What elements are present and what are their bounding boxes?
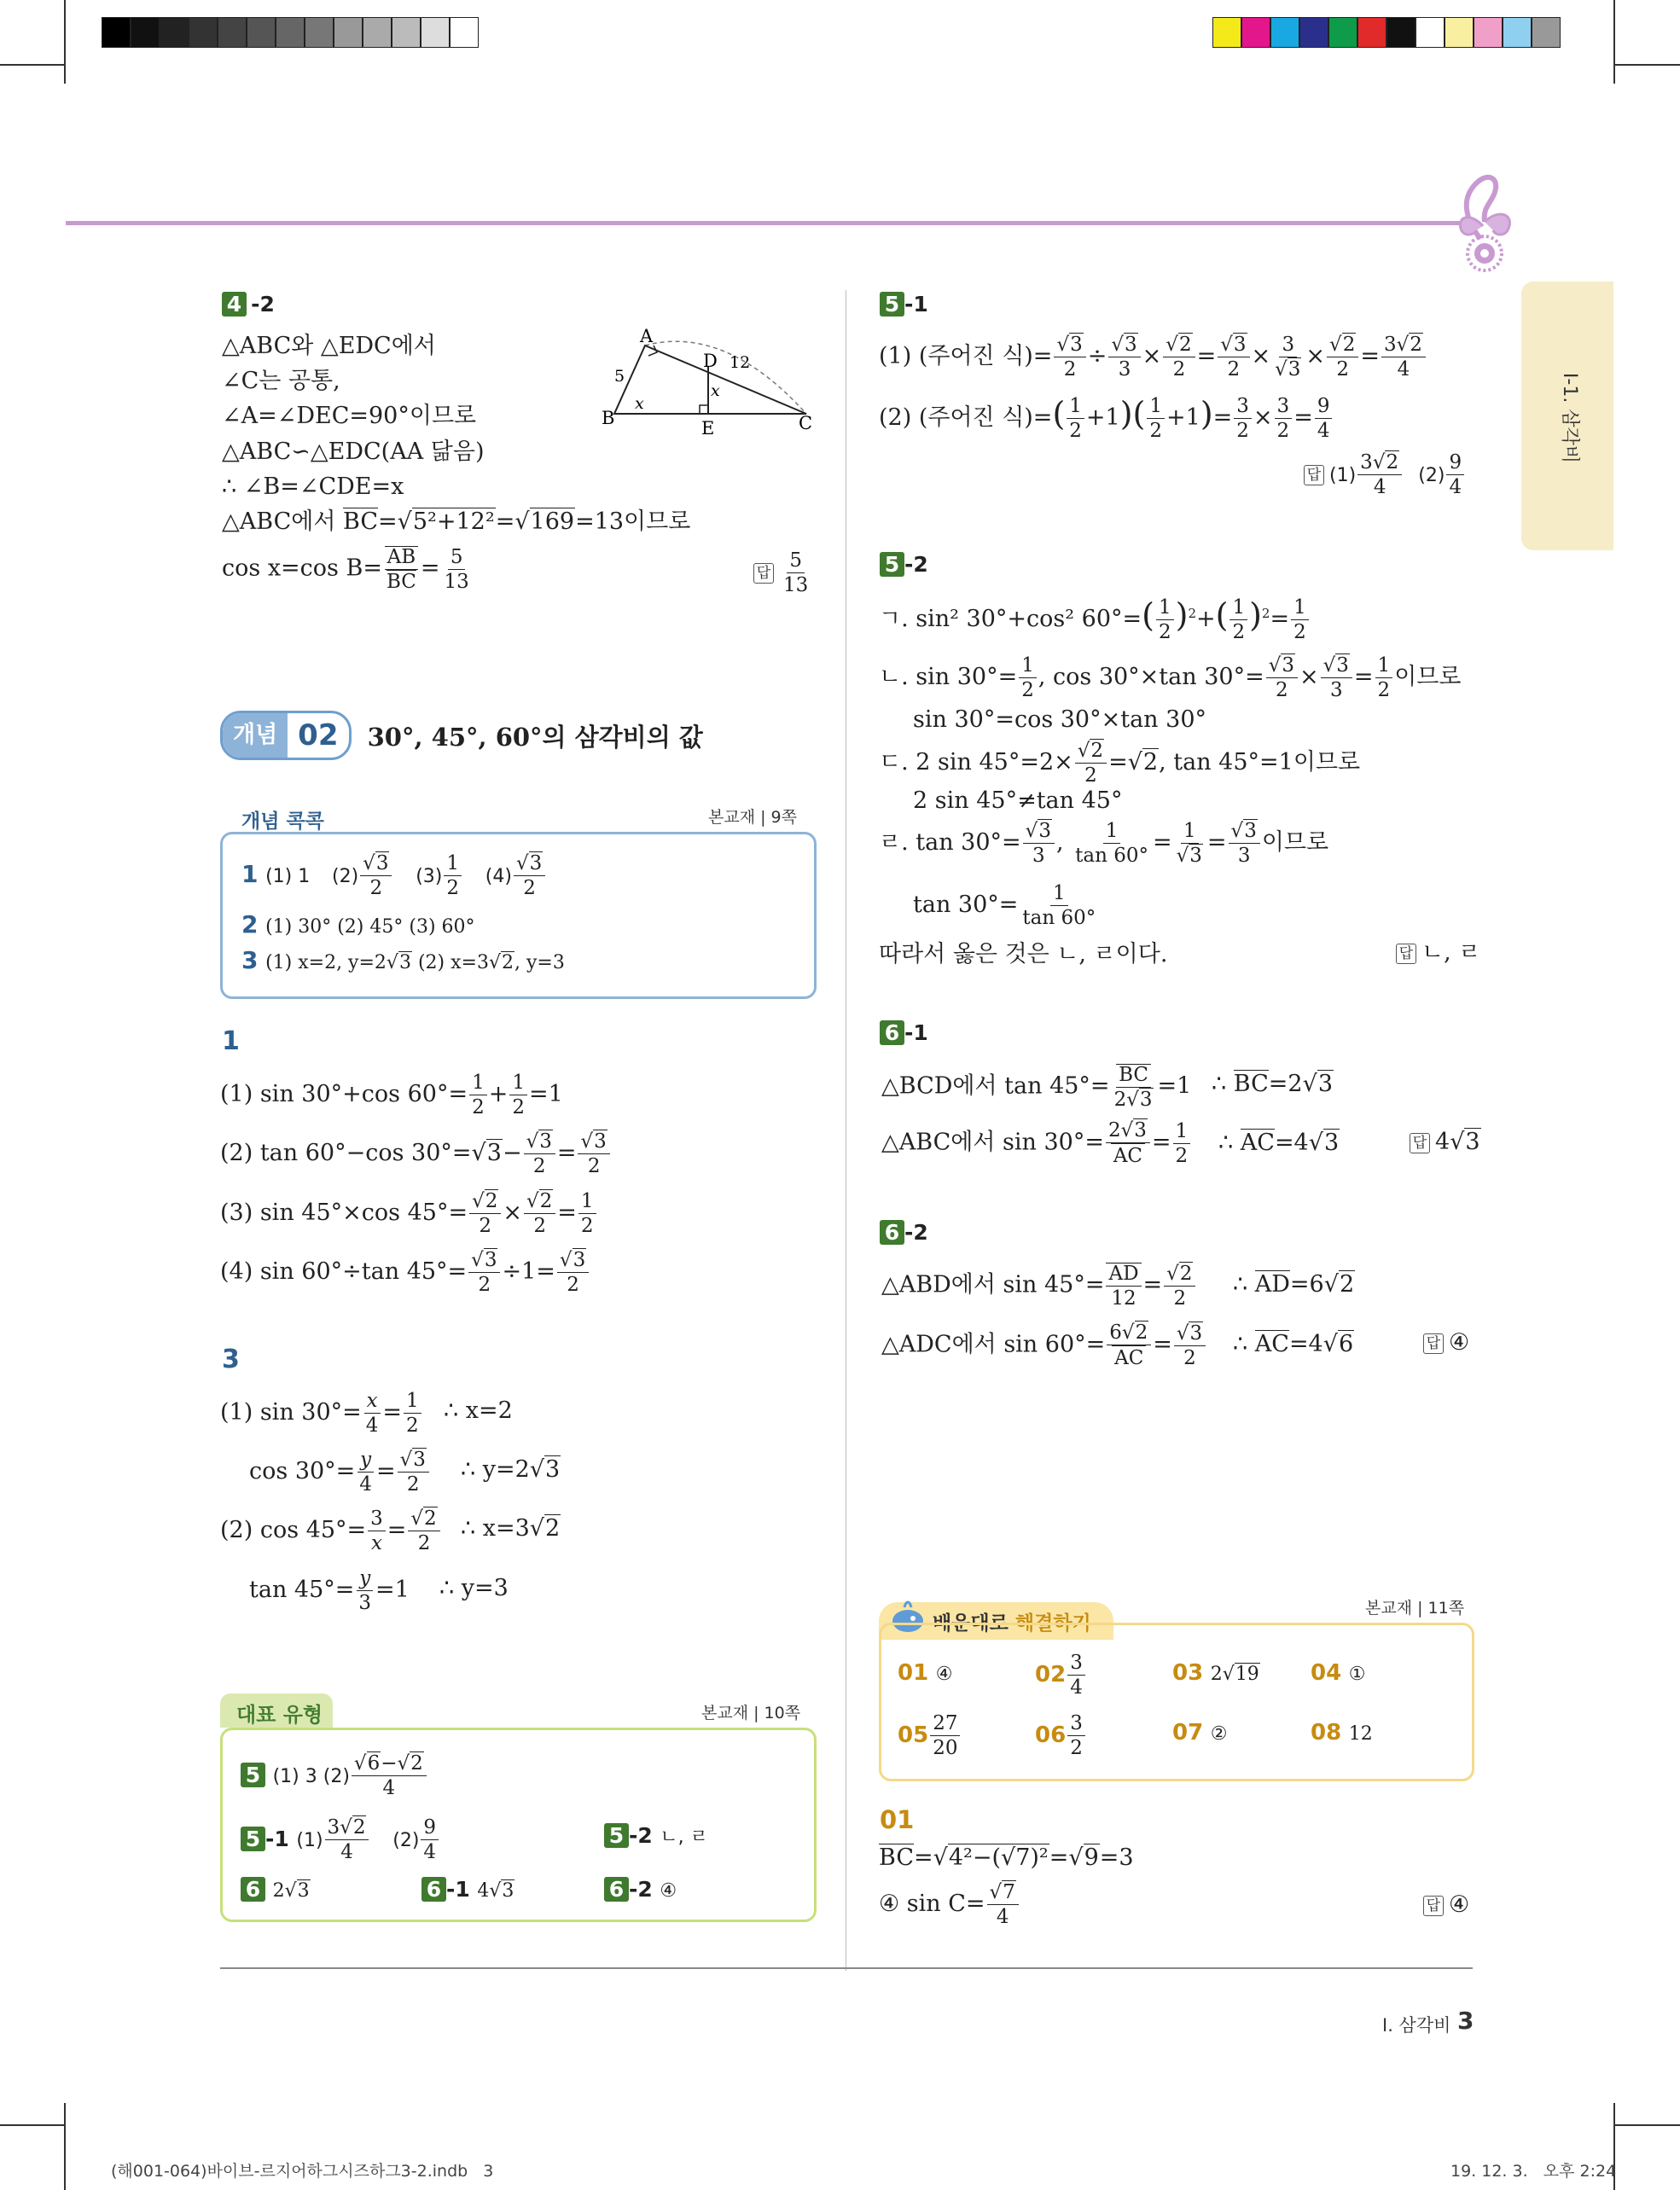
- triangle-figure: [597, 328, 819, 439]
- p5-2-final: 따라서 옳은 것은 ㄴ, ㄹ이다.: [879, 941, 1168, 967]
- p4-2-answer: 답 $\frac{5}{13}$: [753, 550, 812, 595]
- fig-label-a: A: [640, 328, 654, 346]
- solve-item-06: 06 $\frac{3}{2}$: [1035, 1713, 1087, 1758]
- rep-row-e: 6 -1 4√3: [421, 1877, 514, 1902]
- print-date-info: 19. 12. 3. 오후 2:24: [1450, 2162, 1617, 2181]
- solve-item-02: 02 $\frac{3}{4}$: [1035, 1653, 1087, 1698]
- check-box-ref: 본교재 | 9쪽: [708, 808, 797, 827]
- p5-2-n: ㄴ. sin 30°= $\frac{1}{2}$ , cos 30°×tan 30°= $\frac{√3}{2}$ × $\frac{√3}{3}$ = $\frac{1}{2}$ 이므로: [879, 654, 1462, 702]
- p5-2-answer: 답 ㄴ, ㄹ: [1396, 941, 1480, 964]
- solve-item-07: 07 ②: [1172, 1720, 1228, 1746]
- chapter-tab-label: Ⅰ-1. 삼각비: [1559, 372, 1580, 464]
- solve-box: [879, 1623, 1474, 1781]
- check-row-3: 3 (1) x=2, y=2√3 (2) x=3√2, y=3: [241, 946, 565, 974]
- page-number: 3: [1457, 2007, 1474, 2035]
- sol3-result4: ∴ y=3: [439, 1575, 509, 1601]
- problem-5-2-heading: 5 -2: [880, 552, 928, 577]
- p6-2-line1: △ABD에서 sin 45°= $\frac{AD}{12}$ = $\frac{√2}{2}$: [881, 1263, 1197, 1309]
- sol3-result2: ∴ y=2√3: [461, 1456, 561, 1483]
- sol1-line3: (3) sin 45°×cos 45°= $\frac{√2}{2}$ × $\frac{√2}{2}$ = $\frac{1}{2}$: [220, 1191, 598, 1236]
- p5-2-n-cont: sin 30°=cos 30°×tan 30°: [913, 706, 1207, 733]
- solve-box-ref: 본교재 | 11쪽: [1365, 1599, 1465, 1618]
- p5-2-r-cont: tan 30°= $\frac{1}{\tan 60^\circ}$: [913, 882, 1096, 930]
- fig-label-d: D: [703, 351, 718, 371]
- fig-angle-x1: x: [635, 394, 644, 413]
- sol3-line1: (1) sin 30°= $\frac{x}{4}$ = $\frac{1}{2}$: [220, 1391, 423, 1436]
- p5-2-d: ㄷ. 2 sin 45°=2× $\frac{√2}{2}$ =√2, tan 45°=1이므로: [879, 740, 1361, 787]
- p6-2-answer: 답 ④: [1423, 1331, 1469, 1354]
- solve-box-title: 배운대로 해결하기: [933, 1612, 1091, 1635]
- problem-5-1-heading: 5 -1: [880, 292, 928, 317]
- rep-row-d: 6 2√3: [241, 1877, 311, 1902]
- problem-6-2-heading: 6 -2: [880, 1220, 928, 1245]
- problem-4-2-heading: [222, 292, 275, 317]
- fig-label-b: B: [602, 408, 615, 428]
- p6-2-line2: △ADC에서 sin 60°= $\frac{6√2}{AC}$ = $\frac{√3}{2}$: [881, 1322, 1207, 1368]
- concept-heading: [220, 711, 703, 760]
- header-line: [66, 221, 1465, 225]
- check-row-1: 1 (1) 1 (2) $\frac{√3}{2}$ (3) $\frac{1}{2}$ (4) $\frac{√3}{2}$: [241, 853, 547, 898]
- problem-6-1-heading: 6 -1: [880, 1020, 928, 1045]
- rep-row-b: 5 -1 (1) $\frac{3√2}{4}$ (2) $\frac{9}{4}$: [241, 1817, 440, 1862]
- fig-angle-x2: x: [711, 381, 720, 400]
- p6-1-line1: △BCD에서 tan 45°= $\frac{BC}{2√3}$ =1: [881, 1064, 1192, 1112]
- concept-pill: [220, 711, 352, 760]
- rep-box-tab-label: 대표 유형: [236, 1703, 323, 1727]
- problem-sub: -2: [251, 292, 275, 317]
- p5-1-line1: (1) (주어진 식)= $\frac{√3}{2}$ ÷ $\frac{√3}{3}$ × $\frac{√2}{2}$ = $\frac{√3}{2}$ × $\frac{3}{√3}$ × $\frac{√2}{2}$ = $\frac{3√2}{4}$: [879, 334, 1427, 380]
- p4-2-line4: △ABC∽△EDC(AA 닮음): [222, 439, 485, 465]
- sol01-line2: ④ sin C= $\frac{√7}{4}$: [879, 1882, 1020, 1927]
- fig-side-12: 12: [730, 353, 751, 372]
- fig-label-e: E: [701, 418, 715, 439]
- concept-label: 개념: [223, 713, 288, 758]
- sol3-result3: ∴ x=3√2: [461, 1515, 561, 1542]
- p6-1-result1: ∴ BC=2√3: [1212, 1071, 1333, 1097]
- p5-1-answer: 답 (1) $\frac{3√2}{4}$ (2) $\frac{9}{4}$: [1304, 452, 1466, 497]
- answer-icon: 답: [753, 563, 774, 584]
- print-file-info: (해001-064)바이브-르지어하그시즈하그3-2.indb 3: [111, 2162, 494, 2181]
- check-box-tab: 개념 콕콕: [241, 810, 324, 833]
- p5-2-d-cont: 2 sin 45°≠tan 45°: [913, 787, 1123, 814]
- p4-2-line6: △ABC에서 BC=√5²+12²=√169=13이므로: [222, 508, 691, 535]
- sol3-line2: cos 30°= $\frac{y}{4}$ = $\frac{√3}{2}$: [249, 1449, 431, 1495]
- p5-1-line2: (2) (주어진 식)=( $\frac{1}{2}$ +1)( $\frac{1}{2}$ +1)= $\frac{3}{2}$ × $\frac{3}{2}$ = $\frac{9}{4}$: [879, 396, 1334, 441]
- p6-1-line2: △ABC에서 sin 30°= $\frac{2√3}{AC}$ = $\frac{1}{2}$: [881, 1120, 1192, 1166]
- p4-2-line7: cos x=cos B= $\frac{AB}{BC}$ = $\frac{5}{13}$: [222, 545, 469, 594]
- footer-chapter: Ⅰ. 삼각비: [1382, 2015, 1451, 2036]
- solve-item-03: 03 2√19: [1172, 1660, 1259, 1686]
- rep-row-f: 6 -2 ④: [604, 1877, 677, 1902]
- sol01-line1: BC=√4²−(√7)²=√9=3: [879, 1844, 1134, 1871]
- solve-item-08: 08 12: [1311, 1720, 1373, 1746]
- sol3-line4: tan 45°= $\frac{y}{3}$ =1: [249, 1567, 410, 1615]
- p5-2-r: ㄹ. tan 30°= $\frac{√3}{3}$ , $\frac{1}{\tan 60^\circ}$ = $\frac{1}{√3}$ = $\frac{√3}{3}$ 이므로: [879, 820, 1329, 868]
- bottom-rule: [220, 1967, 1473, 1969]
- solution-01-number: 01: [880, 1805, 915, 1834]
- sol1-line4: (4) sin 60°÷tan 45°= $\frac{√3}{2}$ ÷1= $\frac{√3}{2}$: [220, 1250, 590, 1295]
- solve-item-05: 05 $\frac{27}{20}$: [898, 1713, 962, 1758]
- solution-1-number: 1: [222, 1026, 240, 1056]
- solution-3-number: 3: [222, 1345, 240, 1374]
- p4-2-line3: ∠A=∠DEC=90°이므로: [222, 403, 477, 429]
- sol3-line3: (2) cos 45°= $\frac{3}{x}$ = $\frac{√2}{2}$: [220, 1508, 442, 1554]
- check-row-2: 2 (1) 30° (2) 45° (3) 60°: [241, 910, 475, 938]
- p6-1-answer: 답 4√3: [1410, 1130, 1481, 1153]
- concept-title: 30°, 45°, 60°의 삼각비의 값: [367, 722, 703, 752]
- p5-2-g: ㄱ. sin² 30°+cos² 60°=( $\frac{1}{2}$ )$^2$+( $\frac{1}{2}$ )$^2$= $\frac{1}{2}$: [879, 597, 1311, 642]
- p4-2-line1: △ABC와 △EDC에서: [222, 333, 436, 359]
- sol01-answer: 답 ④: [1423, 1893, 1469, 1916]
- p6-1-result2: ∴ AC=4√3: [1218, 1130, 1340, 1156]
- p4-2-line2: ∠C는 공통,: [222, 368, 340, 394]
- sol3-result1: ∴ x=2: [444, 1397, 513, 1424]
- sol1-line1: (1) sin 30°+cos 60°= $\frac{1}{2}$ + $\frac{1}{2}$ =1: [220, 1072, 563, 1119]
- problem-badge: 4: [222, 292, 247, 317]
- rep-box-ref: 본교재 | 10쪽: [701, 1704, 801, 1722]
- flower-ornament: [1442, 162, 1519, 282]
- solve-item-01: 01 ④: [898, 1660, 953, 1686]
- rep-row-a: 5 (1) 3 (2) $\frac{√6-√2}{4}$: [241, 1753, 428, 1798]
- fig-side-5: 5: [614, 367, 625, 386]
- rep-row-c: 5 -2 ㄴ, ㄹ: [604, 1823, 708, 1848]
- sol1-line2: (2) tan 60°−cos 30°=√3− $\frac{√3}{2}$ = $\frac{√3}{2}$: [220, 1131, 612, 1176]
- concept-number: 02: [298, 718, 339, 752]
- p4-2-line5: ∴ ∠B=∠CDE=x: [222, 473, 404, 500]
- p6-2-result2: ∴ AC=4√6: [1233, 1331, 1354, 1357]
- p6-2-result1: ∴ AD=6√2: [1233, 1271, 1355, 1298]
- solve-item-04: 04 ①: [1311, 1660, 1366, 1686]
- fig-label-c: C: [799, 413, 813, 433]
